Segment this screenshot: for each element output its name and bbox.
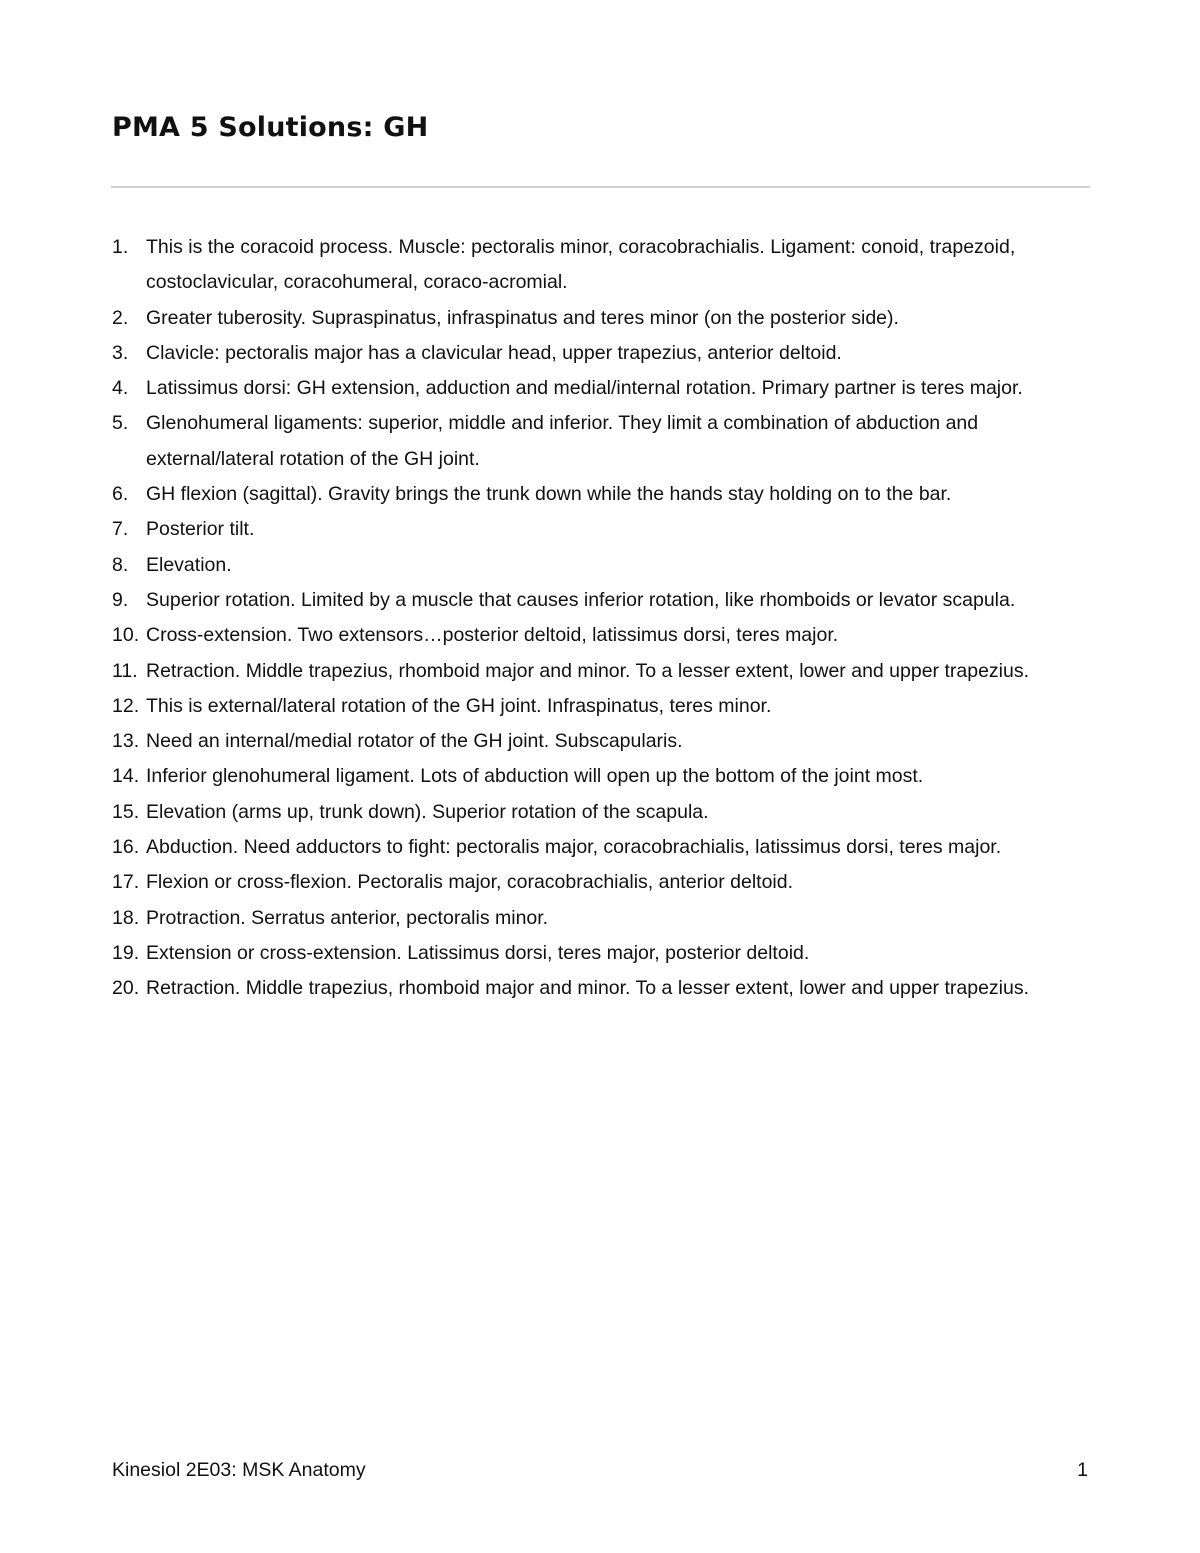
- item-number: 7.: [112, 518, 129, 541]
- item-number: 6.: [112, 483, 129, 506]
- list-item: [112, 512, 1097, 547]
- item-text: Posterior tilt.: [146, 518, 255, 541]
- item-text: Superior rotation. Limited by a muscle that causes inferior rotation, like rhomboids or levator scapula.: [146, 588, 1016, 611]
- item-text: GH flexion (sagittal). Gravity brings the trunk down while the hands stay holding on to the bar.: [146, 483, 952, 506]
- item-text: Flexion or cross-flexion. Pectoralis major, coracobrachialis, anterior deltoid.: [146, 871, 794, 894]
- list-item: [112, 654, 1097, 689]
- item-number: 10.: [112, 624, 140, 647]
- item-number: 15.: [112, 800, 140, 823]
- item-number: 19.: [112, 941, 140, 964]
- list-item: [112, 230, 1097, 301]
- item-number: 18.: [112, 906, 140, 929]
- list-item: [112, 583, 1097, 618]
- item-number: 1.: [112, 236, 129, 258]
- list-item: [112, 936, 1097, 971]
- item-number: 8.: [112, 553, 129, 576]
- item-text: Clavicle: pectoralis major has a clavicular head, upper trapezius, anterior deltoid.: [146, 341, 842, 364]
- item-text: Latissimus dorsi: GH extension, adduction and medial/internal rotation. Primary partner is teres major.: [146, 377, 1023, 400]
- list-item: [112, 371, 1097, 406]
- item-number: 14.: [112, 765, 140, 788]
- item-number: 16.: [112, 836, 140, 859]
- item-text: Elevation.: [146, 553, 232, 576]
- footer-course-label: Kinesiol 2E03: MSK Anatomy: [112, 1459, 366, 1481]
- item-text: Protraction. Serratus anterior, pectoralis minor.: [146, 906, 549, 929]
- list-item: [112, 865, 1097, 900]
- item-number: 2.: [112, 306, 129, 329]
- list-item: [112, 971, 1097, 1006]
- item-text: This is external/lateral rotation of the GH joint. Infraspinatus, teres minor.: [146, 694, 772, 717]
- item-text: Cross-extension. Two extensors…posterior deltoid, latissimus dorsi, teres major.: [146, 624, 839, 647]
- item-number: 13.: [112, 730, 140, 753]
- item-number: 4.: [112, 377, 129, 400]
- item-text: This is the coracoid process. Muscle: pectoralis minor, coracobrachialis. Ligament: conoid, trapezoid, costoclavicular, coracohumeral, coraco-acromial.: [146, 236, 1016, 294]
- list-item: [112, 548, 1097, 583]
- answer-list: [112, 230, 1097, 1007]
- list-item: [112, 301, 1097, 336]
- item-text: Abduction. Need adductors to fight: pectoralis major, coracobrachialis, latissimus dorsi, teres major.: [146, 836, 1002, 859]
- item-number: 17.: [112, 871, 140, 894]
- list-item: [112, 406, 1097, 477]
- item-text: Extension or cross-extension. Latissimus dorsi, teres major, posterior deltoid.: [146, 941, 810, 964]
- list-item: [112, 689, 1097, 724]
- list-item: [112, 759, 1097, 794]
- item-number: 5.: [112, 412, 129, 435]
- list-item: [112, 618, 1097, 653]
- list-item: [112, 477, 1097, 512]
- item-number: 9.: [112, 588, 129, 611]
- item-number: 11.: [112, 659, 138, 682]
- list-item: [112, 336, 1097, 371]
- item-number: 3.: [112, 341, 129, 364]
- list-item: [112, 901, 1097, 936]
- item-text: Retraction. Middle trapezius, rhomboid major and minor. To a lesser extent, lower and upper trapezius.: [146, 977, 1030, 1000]
- list-item: [112, 724, 1097, 759]
- item-text: Inferior glenohumeral ligament. Lots of abduction will open up the bottom of the joint most.: [146, 765, 924, 788]
- page-title: PMA 5 Solutions: GH: [112, 112, 429, 143]
- page-number: 1: [1077, 1459, 1088, 1481]
- item-text: Retraction. Middle trapezius, rhomboid major and minor. To a lesser extent, lower and upper trapezius.: [146, 659, 1030, 682]
- item-text: Elevation (arms up, trunk down). Superior rotation of the scapula.: [146, 800, 709, 823]
- item-text: Greater tuberosity. Supraspinatus, infraspinatus and teres minor (on the posterior side).: [146, 306, 899, 329]
- item-text: Glenohumeral ligaments: superior, middle and inferior. They limit a combination of abduction and external/lateral rotation of the GH joint.: [146, 412, 979, 470]
- title-divider: [111, 186, 1090, 188]
- list-item: [112, 830, 1097, 865]
- list-item: [112, 795, 1097, 830]
- item-number: 20.: [112, 977, 140, 1000]
- item-text: Need an internal/medial rotator of the GH joint. Subscapularis.: [146, 730, 683, 753]
- item-number: 12.: [112, 694, 140, 717]
